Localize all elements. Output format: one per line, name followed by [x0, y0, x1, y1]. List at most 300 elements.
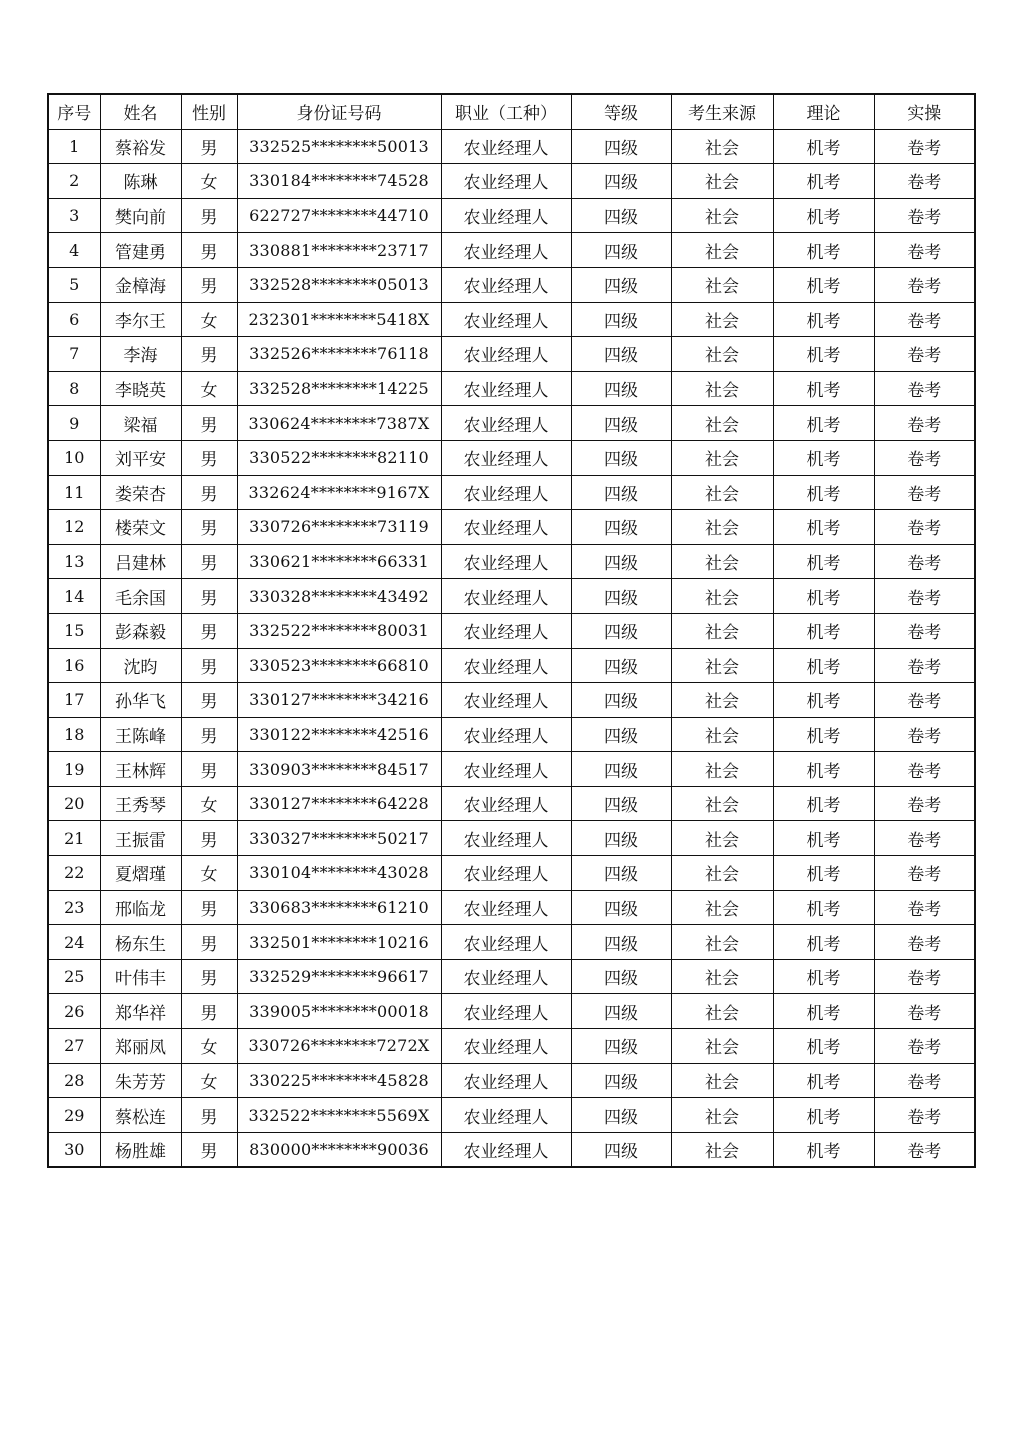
cell-id-number: 330624********7387X — [237, 406, 441, 441]
cell-seq: 2 — [48, 164, 100, 199]
cell-seq: 21 — [48, 821, 100, 856]
cell-name: 娄荣杏 — [100, 475, 181, 510]
table-row — [48, 475, 975, 510]
table-row — [48, 1029, 975, 1064]
table-row — [48, 267, 975, 302]
cell-name: 孙华飞 — [100, 683, 181, 718]
cell-id-number: 330127********64228 — [237, 786, 441, 821]
cell-practice: 卷考 — [874, 959, 975, 994]
cell-gender: 男 — [181, 267, 237, 302]
table-row — [48, 164, 975, 199]
cell-name: 邢临龙 — [100, 890, 181, 925]
cell-theory: 机考 — [773, 164, 874, 199]
cell-practice: 卷考 — [874, 267, 975, 302]
cell-theory: 机考 — [773, 302, 874, 337]
cell-gender: 男 — [181, 752, 237, 787]
cell-practice: 卷考 — [874, 579, 975, 614]
table-row — [48, 440, 975, 475]
cell-source: 社会 — [671, 925, 773, 960]
cell-theory: 机考 — [773, 959, 874, 994]
cell-gender: 男 — [181, 821, 237, 856]
cell-id-number: 332522********80031 — [237, 613, 441, 648]
cell-name: 吕建林 — [100, 544, 181, 579]
cell-occupation: 农业经理人 — [441, 198, 571, 233]
cell-seq: 29 — [48, 1098, 100, 1133]
cell-occupation: 农业经理人 — [441, 717, 571, 752]
cell-seq: 18 — [48, 717, 100, 752]
table-row — [48, 579, 975, 614]
cell-occupation: 农业经理人 — [441, 856, 571, 891]
header-source: 考生来源 — [671, 94, 773, 129]
cell-seq: 7 — [48, 337, 100, 372]
cell-name: 杨东生 — [100, 925, 181, 960]
header-practice: 实操 — [874, 94, 975, 129]
cell-id-number: 330726********7272X — [237, 1029, 441, 1064]
cell-id-number: 232301********5418X — [237, 302, 441, 337]
cell-level: 四级 — [571, 1063, 671, 1098]
table-row — [48, 1063, 975, 1098]
cell-practice: 卷考 — [874, 717, 975, 752]
cell-id-number: 330522********82110 — [237, 440, 441, 475]
cell-id-number: 332528********05013 — [237, 267, 441, 302]
cell-seq: 16 — [48, 648, 100, 683]
cell-seq: 22 — [48, 856, 100, 891]
cell-practice: 卷考 — [874, 613, 975, 648]
header-gender: 性别 — [181, 94, 237, 129]
cell-level: 四级 — [571, 786, 671, 821]
cell-level: 四级 — [571, 510, 671, 545]
cell-practice: 卷考 — [874, 371, 975, 406]
cell-id-number: 330683********61210 — [237, 890, 441, 925]
cell-practice: 卷考 — [874, 752, 975, 787]
cell-name: 梁福 — [100, 406, 181, 441]
cell-source: 社会 — [671, 164, 773, 199]
cell-level: 四级 — [571, 890, 671, 925]
cell-gender: 男 — [181, 890, 237, 925]
cell-seq: 30 — [48, 1132, 100, 1167]
cell-seq: 3 — [48, 198, 100, 233]
header-seq: 序号 — [48, 94, 100, 129]
table-row — [48, 337, 975, 372]
cell-gender: 女 — [181, 786, 237, 821]
cell-occupation: 农业经理人 — [441, 683, 571, 718]
cell-theory: 机考 — [773, 440, 874, 475]
cell-seq: 24 — [48, 925, 100, 960]
cell-occupation: 农业经理人 — [441, 267, 571, 302]
header-row — [48, 94, 975, 129]
cell-practice: 卷考 — [874, 648, 975, 683]
cell-source: 社会 — [671, 994, 773, 1029]
cell-seq: 1 — [48, 129, 100, 164]
cell-seq: 27 — [48, 1029, 100, 1064]
cell-source: 社会 — [671, 648, 773, 683]
cell-source: 社会 — [671, 406, 773, 441]
cell-theory: 机考 — [773, 475, 874, 510]
cell-theory: 机考 — [773, 198, 874, 233]
cell-name: 楼荣文 — [100, 510, 181, 545]
cell-name: 夏熠瑾 — [100, 856, 181, 891]
cell-gender: 女 — [181, 302, 237, 337]
table-row — [48, 233, 975, 268]
table-row — [48, 129, 975, 164]
cell-theory: 机考 — [773, 129, 874, 164]
cell-theory: 机考 — [773, 1063, 874, 1098]
table-row — [48, 302, 975, 337]
cell-level: 四级 — [571, 752, 671, 787]
cell-source: 社会 — [671, 510, 773, 545]
cell-source: 社会 — [671, 129, 773, 164]
cell-gender: 女 — [181, 371, 237, 406]
header-occupation: 职业（工种） — [441, 94, 571, 129]
cell-theory: 机考 — [773, 544, 874, 579]
cell-source: 社会 — [671, 198, 773, 233]
cell-theory: 机考 — [773, 717, 874, 752]
cell-name: 管建勇 — [100, 233, 181, 268]
cell-level: 四级 — [571, 337, 671, 372]
cell-practice: 卷考 — [874, 925, 975, 960]
cell-gender: 女 — [181, 164, 237, 199]
cell-level: 四级 — [571, 717, 671, 752]
cell-seq: 11 — [48, 475, 100, 510]
cell-id-number: 330104********43028 — [237, 856, 441, 891]
cell-source: 社会 — [671, 371, 773, 406]
cell-name: 彭森毅 — [100, 613, 181, 648]
cell-id-number: 330523********66810 — [237, 648, 441, 683]
cell-level: 四级 — [571, 406, 671, 441]
cell-practice: 卷考 — [874, 475, 975, 510]
cell-occupation: 农业经理人 — [441, 994, 571, 1029]
cell-theory: 机考 — [773, 821, 874, 856]
cell-theory: 机考 — [773, 925, 874, 960]
cell-theory: 机考 — [773, 648, 874, 683]
cell-theory: 机考 — [773, 337, 874, 372]
cell-source: 社会 — [671, 1029, 773, 1064]
cell-source: 社会 — [671, 579, 773, 614]
cell-level: 四级 — [571, 683, 671, 718]
cell-gender: 女 — [181, 1029, 237, 1064]
cell-occupation: 农业经理人 — [441, 164, 571, 199]
cell-seq: 28 — [48, 1063, 100, 1098]
table-row — [48, 786, 975, 821]
cell-name: 李晓英 — [100, 371, 181, 406]
cell-seq: 20 — [48, 786, 100, 821]
cell-id-number: 330327********50217 — [237, 821, 441, 856]
cell-level: 四级 — [571, 579, 671, 614]
table-row — [48, 821, 975, 856]
cell-id-number: 330184********74528 — [237, 164, 441, 199]
cell-theory: 机考 — [773, 1132, 874, 1167]
cell-name: 樊向前 — [100, 198, 181, 233]
cell-gender: 男 — [181, 406, 237, 441]
candidate-table — [47, 93, 976, 1168]
table-header — [48, 94, 975, 129]
cell-seq: 12 — [48, 510, 100, 545]
cell-theory: 机考 — [773, 856, 874, 891]
cell-level: 四级 — [571, 475, 671, 510]
table-row — [48, 510, 975, 545]
cell-gender: 男 — [181, 579, 237, 614]
cell-seq: 26 — [48, 994, 100, 1029]
cell-id-number: 332624********9167X — [237, 475, 441, 510]
cell-occupation: 农业经理人 — [441, 544, 571, 579]
table-row — [48, 1098, 975, 1133]
cell-id-number: 330903********84517 — [237, 752, 441, 787]
cell-gender: 男 — [181, 1132, 237, 1167]
cell-practice: 卷考 — [874, 510, 975, 545]
cell-theory: 机考 — [773, 1098, 874, 1133]
cell-occupation: 农业经理人 — [441, 510, 571, 545]
cell-level: 四级 — [571, 959, 671, 994]
cell-source: 社会 — [671, 613, 773, 648]
cell-occupation: 农业经理人 — [441, 786, 571, 821]
cell-theory: 机考 — [773, 406, 874, 441]
table-row — [48, 371, 975, 406]
cell-id-number: 330122********42516 — [237, 717, 441, 752]
cell-level: 四级 — [571, 1029, 671, 1064]
cell-name: 沈昀 — [100, 648, 181, 683]
cell-name: 郑华祥 — [100, 994, 181, 1029]
cell-id-number: 330225********45828 — [237, 1063, 441, 1098]
cell-level: 四级 — [571, 198, 671, 233]
cell-id-number: 830000********90036 — [237, 1132, 441, 1167]
cell-source: 社会 — [671, 683, 773, 718]
cell-source: 社会 — [671, 267, 773, 302]
cell-seq: 23 — [48, 890, 100, 925]
cell-id-number: 330726********73119 — [237, 510, 441, 545]
cell-level: 四级 — [571, 544, 671, 579]
cell-occupation: 农业经理人 — [441, 821, 571, 856]
cell-name: 王秀琴 — [100, 786, 181, 821]
cell-practice: 卷考 — [874, 1029, 975, 1064]
cell-level: 四级 — [571, 233, 671, 268]
cell-occupation: 农业经理人 — [441, 1063, 571, 1098]
cell-seq: 15 — [48, 613, 100, 648]
table-row — [48, 1132, 975, 1167]
cell-gender: 男 — [181, 337, 237, 372]
cell-gender: 男 — [181, 233, 237, 268]
cell-level: 四级 — [571, 1098, 671, 1133]
cell-gender: 男 — [181, 510, 237, 545]
header-level: 等级 — [571, 94, 671, 129]
cell-gender: 女 — [181, 856, 237, 891]
cell-practice: 卷考 — [874, 994, 975, 1029]
cell-theory: 机考 — [773, 752, 874, 787]
cell-id-number: 339005********00018 — [237, 994, 441, 1029]
cell-name: 毛余国 — [100, 579, 181, 614]
cell-practice: 卷考 — [874, 890, 975, 925]
cell-id-number: 332525********50013 — [237, 129, 441, 164]
cell-id-number: 330127********34216 — [237, 683, 441, 718]
cell-level: 四级 — [571, 648, 671, 683]
cell-seq: 9 — [48, 406, 100, 441]
cell-name: 杨胜雄 — [100, 1132, 181, 1167]
cell-theory: 机考 — [773, 994, 874, 1029]
cell-gender: 男 — [181, 959, 237, 994]
cell-occupation: 农业经理人 — [441, 129, 571, 164]
cell-gender: 男 — [181, 717, 237, 752]
table-row — [48, 544, 975, 579]
cell-practice: 卷考 — [874, 1063, 975, 1098]
cell-source: 社会 — [671, 959, 773, 994]
cell-practice: 卷考 — [874, 302, 975, 337]
cell-practice: 卷考 — [874, 406, 975, 441]
cell-practice: 卷考 — [874, 337, 975, 372]
cell-level: 四级 — [571, 164, 671, 199]
table-body — [48, 129, 975, 1167]
cell-theory: 机考 — [773, 510, 874, 545]
cell-source: 社会 — [671, 302, 773, 337]
cell-name: 王陈峰 — [100, 717, 181, 752]
cell-id-number: 332528********14225 — [237, 371, 441, 406]
cell-seq: 6 — [48, 302, 100, 337]
cell-source: 社会 — [671, 1098, 773, 1133]
table-row — [48, 994, 975, 1029]
table-row — [48, 198, 975, 233]
table-row — [48, 406, 975, 441]
cell-practice: 卷考 — [874, 129, 975, 164]
cell-level: 四级 — [571, 925, 671, 960]
cell-theory: 机考 — [773, 683, 874, 718]
table-row — [48, 856, 975, 891]
cell-occupation: 农业经理人 — [441, 406, 571, 441]
cell-seq: 19 — [48, 752, 100, 787]
cell-source: 社会 — [671, 475, 773, 510]
cell-name: 王振雷 — [100, 821, 181, 856]
cell-occupation: 农业经理人 — [441, 475, 571, 510]
cell-seq: 4 — [48, 233, 100, 268]
table-row — [48, 613, 975, 648]
cell-occupation: 农业经理人 — [441, 233, 571, 268]
cell-level: 四级 — [571, 994, 671, 1029]
header-theory: 理论 — [773, 94, 874, 129]
cell-practice: 卷考 — [874, 233, 975, 268]
cell-gender: 男 — [181, 925, 237, 960]
cell-seq: 14 — [48, 579, 100, 614]
cell-name: 金樟海 — [100, 267, 181, 302]
cell-occupation: 农业经理人 — [441, 302, 571, 337]
cell-name: 郑丽凤 — [100, 1029, 181, 1064]
cell-gender: 男 — [181, 683, 237, 718]
cell-gender: 男 — [181, 994, 237, 1029]
cell-gender: 男 — [181, 1098, 237, 1133]
cell-seq: 25 — [48, 959, 100, 994]
cell-source: 社会 — [671, 440, 773, 475]
cell-theory: 机考 — [773, 786, 874, 821]
table-row — [48, 683, 975, 718]
cell-id-number: 332526********76118 — [237, 337, 441, 372]
cell-occupation: 农业经理人 — [441, 1029, 571, 1064]
cell-gender: 男 — [181, 544, 237, 579]
cell-source: 社会 — [671, 856, 773, 891]
cell-occupation: 农业经理人 — [441, 648, 571, 683]
cell-name: 蔡松连 — [100, 1098, 181, 1133]
table-row — [48, 925, 975, 960]
cell-source: 社会 — [671, 337, 773, 372]
cell-occupation: 农业经理人 — [441, 579, 571, 614]
cell-id-number: 622727********44710 — [237, 198, 441, 233]
cell-practice: 卷考 — [874, 164, 975, 199]
table-row — [48, 648, 975, 683]
cell-level: 四级 — [571, 856, 671, 891]
cell-source: 社会 — [671, 544, 773, 579]
cell-occupation: 农业经理人 — [441, 959, 571, 994]
cell-occupation: 农业经理人 — [441, 440, 571, 475]
header-id-number: 身份证号码 — [237, 94, 441, 129]
cell-theory: 机考 — [773, 613, 874, 648]
cell-occupation: 农业经理人 — [441, 613, 571, 648]
cell-id-number: 332501********10216 — [237, 925, 441, 960]
cell-occupation: 农业经理人 — [441, 752, 571, 787]
cell-level: 四级 — [571, 302, 671, 337]
cell-practice: 卷考 — [874, 821, 975, 856]
cell-id-number: 330621********66331 — [237, 544, 441, 579]
cell-name: 朱芳芳 — [100, 1063, 181, 1098]
cell-practice: 卷考 — [874, 786, 975, 821]
cell-level: 四级 — [571, 440, 671, 475]
cell-level: 四级 — [571, 1132, 671, 1167]
cell-name: 蔡裕发 — [100, 129, 181, 164]
cell-id-number: 330881********23717 — [237, 233, 441, 268]
header-name: 姓名 — [100, 94, 181, 129]
cell-gender: 男 — [181, 475, 237, 510]
cell-occupation: 农业经理人 — [441, 1132, 571, 1167]
cell-practice: 卷考 — [874, 1132, 975, 1167]
table-row — [48, 752, 975, 787]
cell-seq: 10 — [48, 440, 100, 475]
cell-id-number: 332529********96617 — [237, 959, 441, 994]
table-row — [48, 959, 975, 994]
cell-theory: 机考 — [773, 233, 874, 268]
table-row — [48, 717, 975, 752]
cell-practice: 卷考 — [874, 856, 975, 891]
cell-occupation: 农业经理人 — [441, 925, 571, 960]
cell-level: 四级 — [571, 267, 671, 302]
cell-level: 四级 — [571, 821, 671, 856]
cell-practice: 卷考 — [874, 544, 975, 579]
cell-gender: 女 — [181, 1063, 237, 1098]
cell-seq: 13 — [48, 544, 100, 579]
cell-id-number: 330328********43492 — [237, 579, 441, 614]
cell-gender: 男 — [181, 648, 237, 683]
cell-theory: 机考 — [773, 267, 874, 302]
cell-theory: 机考 — [773, 371, 874, 406]
cell-source: 社会 — [671, 890, 773, 925]
cell-name: 李尔王 — [100, 302, 181, 337]
cell-theory: 机考 — [773, 579, 874, 614]
table-row — [48, 890, 975, 925]
cell-source: 社会 — [671, 821, 773, 856]
cell-level: 四级 — [571, 613, 671, 648]
cell-gender: 男 — [181, 129, 237, 164]
cell-seq: 17 — [48, 683, 100, 718]
cell-source: 社会 — [671, 1132, 773, 1167]
cell-theory: 机考 — [773, 890, 874, 925]
cell-source: 社会 — [671, 233, 773, 268]
cell-name: 叶伟丰 — [100, 959, 181, 994]
cell-id-number: 332522********5569X — [237, 1098, 441, 1133]
cell-practice: 卷考 — [874, 440, 975, 475]
cell-name: 李海 — [100, 337, 181, 372]
cell-practice: 卷考 — [874, 198, 975, 233]
cell-occupation: 农业经理人 — [441, 890, 571, 925]
cell-source: 社会 — [671, 786, 773, 821]
cell-gender: 男 — [181, 198, 237, 233]
cell-gender: 男 — [181, 613, 237, 648]
cell-seq: 8 — [48, 371, 100, 406]
cell-source: 社会 — [671, 752, 773, 787]
cell-source: 社会 — [671, 1063, 773, 1098]
cell-level: 四级 — [571, 371, 671, 406]
